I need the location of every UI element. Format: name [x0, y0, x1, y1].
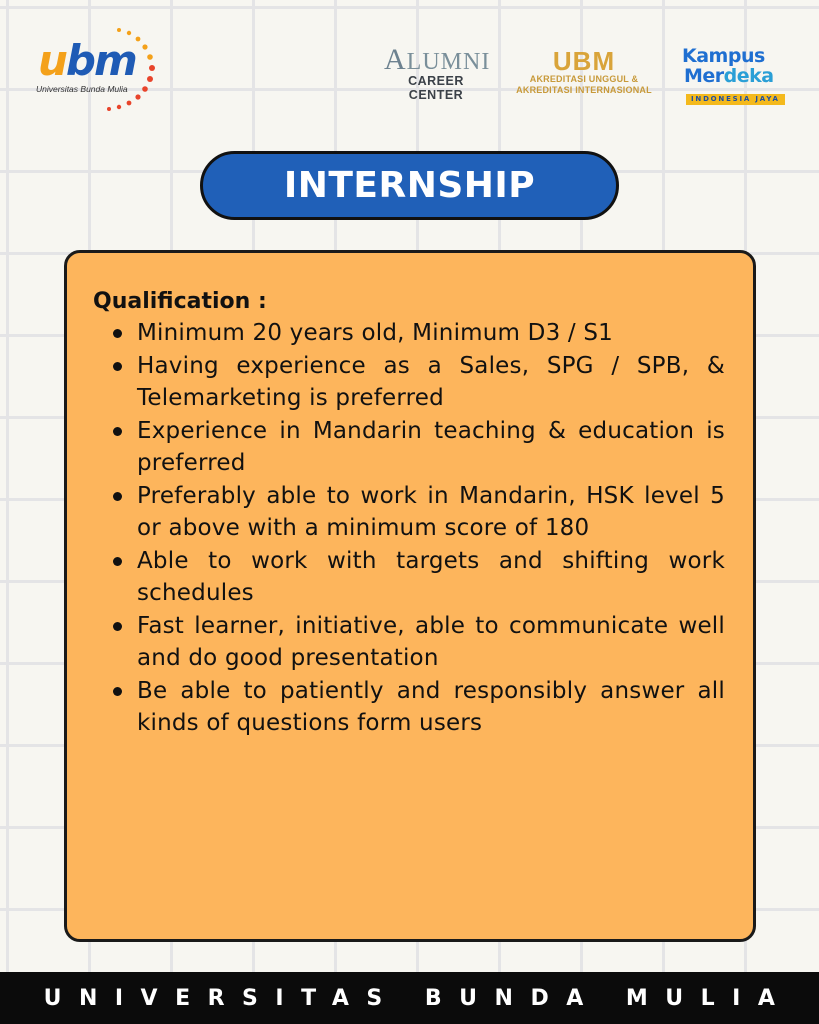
qualification-heading: Qualification :	[93, 289, 267, 314]
kampus-logo-line2: Merdeka	[684, 65, 774, 87]
title-banner	[200, 151, 619, 220]
kampus-logo-band: INDONESIA JAYA	[686, 94, 785, 105]
list-item: Be able to patiently and responsibly answer all kinds of questions form users	[111, 675, 725, 740]
accreditation-logo	[500, 48, 668, 96]
footer-text: UNIVERSITAS BUNDA MULIA	[43, 985, 793, 1011]
accreditation-logo-line2: AKREDITASI UNGGUL &	[529, 74, 639, 84]
qualification-card	[64, 250, 756, 942]
accreditation-logo-line3: AKREDITASI INTERNASIONAL	[516, 85, 652, 95]
ubm-logo-wordmark: ubm	[38, 36, 136, 85]
bullet-icon	[113, 427, 122, 436]
page-title: INTERNSHIP	[283, 165, 536, 206]
list-item: Preferably able to work in Mandarin, HSK level 5 or above with a minimum score of 180	[111, 480, 725, 545]
list-item: Able to work with targets and shifting work schedules	[111, 545, 725, 610]
list-item: Having experience as a Sales, SPG / SPB, & Telemarketing is preferred	[111, 350, 725, 415]
qualification-list	[111, 317, 725, 740]
list-item: Experience in Mandarin teaching & education is preferred	[111, 415, 725, 480]
ubm-logo	[30, 24, 160, 114]
bullet-icon	[113, 362, 122, 371]
alumni-logo-line2: CAREER CENTER	[408, 74, 464, 102]
alumni-logo-line1: ALUMNI	[384, 43, 491, 76]
list-item: Minimum 20 years old, Minimum D3 / S1	[111, 317, 725, 350]
bullet-icon	[113, 492, 122, 501]
footer-bar	[0, 972, 819, 1024]
ubm-logo-subtitle: Universitas Bunda Mulia	[36, 84, 128, 94]
kampus-logo-line1: Kampus	[682, 45, 765, 67]
bullet-icon	[113, 329, 122, 338]
kampus-merdeka-logo	[682, 46, 790, 106]
list-item: Fast learner, initiative, able to communicate well and do good presentation	[111, 610, 725, 675]
alumni-career-center-logo	[384, 43, 491, 102]
bullet-icon	[113, 687, 122, 696]
bullet-icon	[113, 622, 122, 631]
accreditation-logo-title: UBM	[552, 46, 616, 76]
bullet-icon	[113, 557, 122, 566]
